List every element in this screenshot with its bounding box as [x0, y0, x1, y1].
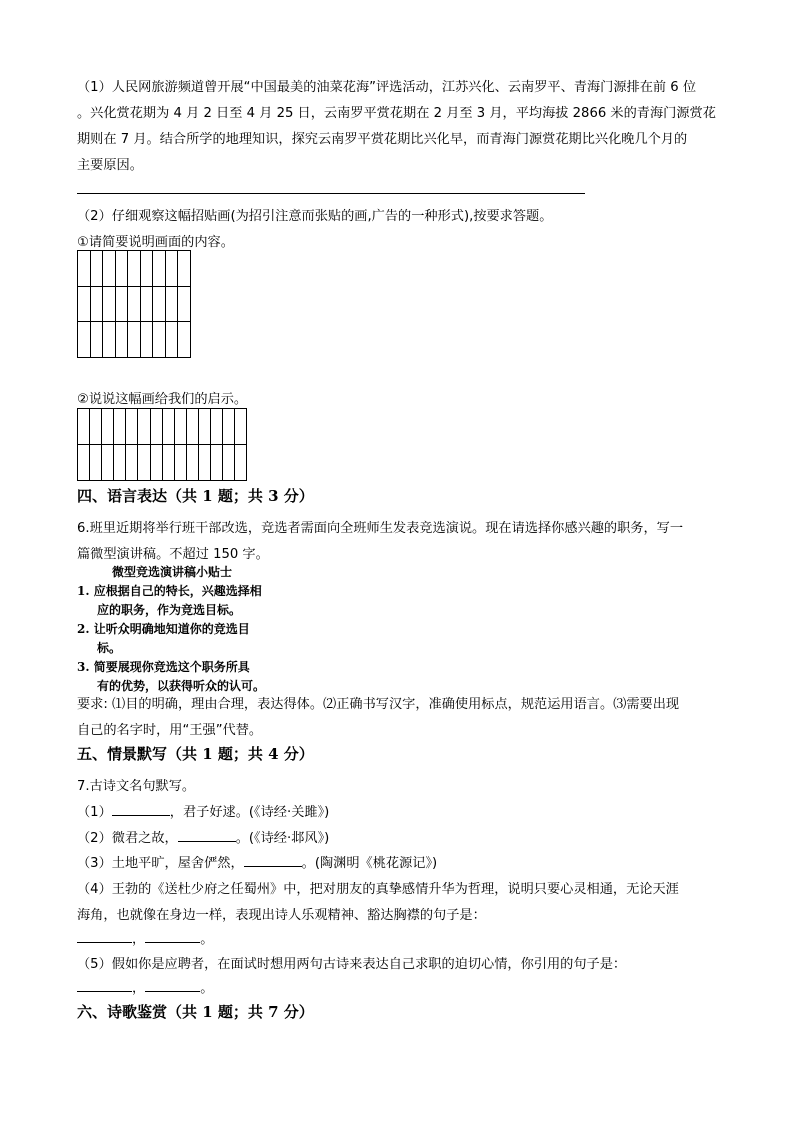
- grid-cell[interactable]: [102, 409, 114, 445]
- grid-cell[interactable]: [91, 322, 104, 358]
- grid-cell[interactable]: [151, 445, 163, 481]
- grid-cell[interactable]: [90, 409, 102, 445]
- grid-cell[interactable]: [166, 251, 179, 287]
- tip-line: 1. 应根据自己的特长，兴趣选择相: [77, 584, 262, 598]
- q7-item-4-line-1: （4）王勃的《送杜少府之任蜀州》中，把对朋友的真挚感情升华为哲理，说明只要心灵相通，无论天涯: [77, 882, 679, 897]
- q1-line-4: 主要原因。: [77, 158, 143, 173]
- grid-cell[interactable]: [163, 445, 175, 481]
- grid-cell[interactable]: [223, 445, 235, 481]
- tip-line: 2. 让听众明确地知道你的竞选目: [77, 622, 250, 636]
- grid-cell[interactable]: [78, 445, 90, 481]
- answer-grid-1[interactable]: [77, 250, 191, 358]
- grid-cell[interactable]: [116, 251, 129, 287]
- grid-cell[interactable]: [78, 287, 91, 323]
- q2-sub-1: ①请简要说明画面的内容。: [77, 235, 234, 250]
- grid-cell[interactable]: [78, 409, 90, 445]
- grid-cell[interactable]: [128, 322, 141, 358]
- grid-cell[interactable]: [178, 251, 191, 287]
- q7-item-4-line-2: 海角，也就像在身边一样，表现出诗人乐观精神、豁达胸襟的句子是：: [77, 908, 486, 923]
- q2-sub-2: ②说说这幅画给我们的启示。: [77, 392, 248, 407]
- grid-cell[interactable]: [126, 409, 138, 445]
- grid-cell[interactable]: [166, 287, 179, 323]
- grid-cell[interactable]: [78, 322, 91, 358]
- q6-line-2: 篇微型演讲稿。不超过 150 字。: [77, 547, 269, 562]
- q7-item-5-line-1: （5）假如你是应聘者，在面试时想用两句古诗来表达自己求职的迫切心情，你引用的句子是：: [77, 957, 627, 972]
- blank-field[interactable]: [77, 991, 132, 992]
- grid-cell[interactable]: [91, 287, 104, 323]
- tip-line: 有的优势，以获得听众的认可。: [97, 679, 266, 693]
- section-4-heading: 四、语言表达（共 1 题；共 3 分）: [77, 487, 314, 505]
- grid-cell[interactable]: [153, 322, 166, 358]
- grid-cell[interactable]: [103, 322, 116, 358]
- q7-item-2: （2）微君之故， 。(《诗经·邶风》): [77, 831, 330, 846]
- grid-cell[interactable]: [141, 251, 154, 287]
- grid-cell[interactable]: [102, 445, 114, 481]
- q6-line-1: 6.班里近期将举行班干部改选，竞选者需面向全班师生发表竞选演说。现在请选择你感兴趣的职务，写一: [77, 521, 684, 536]
- q1-line-1: （1）人民网旅游频道曾开展“中国最美的油菜花海”评选活动，江苏兴化、云南罗平、青海门源排在前 6 位: [77, 80, 697, 95]
- grid-cell[interactable]: [103, 287, 116, 323]
- tips-box: [77, 563, 265, 696]
- grid-cell[interactable]: [163, 409, 175, 445]
- q7-item-3: （3）土地平旷，屋舍俨然， 。(陶渊明《桃花源记》): [77, 856, 438, 871]
- grid-cell[interactable]: [114, 409, 126, 445]
- answer-grid-2[interactable]: [77, 408, 247, 481]
- grid-cell[interactable]: [153, 287, 166, 323]
- q7-item-1: （1） ，君子好逑。(《诗经·关雎》): [77, 805, 330, 820]
- grid-cell[interactable]: [199, 445, 211, 481]
- q7-title: 7.古诗文名句默写。: [77, 779, 196, 794]
- q1-line-2: 。兴化赏花期为 4 月 2 日至 4 月 25 日，云南罗平赏花期在 2 月至 3 月，平均海拔 2866 米的青海门源赏花: [77, 106, 716, 121]
- grid-cell[interactable]: [151, 409, 163, 445]
- grid-cell[interactable]: [211, 409, 223, 445]
- grid-cell[interactable]: [166, 322, 179, 358]
- blank-field[interactable]: [145, 942, 200, 943]
- grid-cell[interactable]: [90, 445, 102, 481]
- q7-item-4-answer: ， 。: [77, 928, 213, 947]
- grid-cell[interactable]: [187, 445, 199, 481]
- grid-cell[interactable]: [178, 287, 191, 323]
- blank-field[interactable]: [178, 841, 236, 842]
- grid-cell[interactable]: [187, 409, 199, 445]
- grid-cell[interactable]: [91, 251, 104, 287]
- requirements-line-2: 自己的名字时，用“王强”代替。: [77, 723, 263, 738]
- grid-cell[interactable]: [138, 445, 150, 481]
- grid-cell[interactable]: [103, 251, 116, 287]
- tip-line: 3. 简要展现你竞选这个职务所具: [77, 660, 250, 674]
- grid-cell[interactable]: [78, 251, 91, 287]
- tips-title: 微型竞选演讲稿小贴士: [112, 565, 233, 579]
- section-5-heading: 五、情景默写（共 1 题；共 4 分）: [77, 745, 314, 763]
- grid-cell[interactable]: [199, 409, 211, 445]
- grid-cell[interactable]: [235, 445, 247, 481]
- q7-item-5-answer: ， 。: [77, 977, 213, 996]
- grid-cell[interactable]: [178, 322, 191, 358]
- grid-cell[interactable]: [141, 287, 154, 323]
- grid-cell[interactable]: [175, 409, 187, 445]
- blank-field[interactable]: [77, 942, 132, 943]
- answer-line[interactable]: [77, 193, 585, 194]
- grid-cell[interactable]: [211, 445, 223, 481]
- blank-field[interactable]: [244, 866, 302, 867]
- grid-cell[interactable]: [114, 445, 126, 481]
- grid-cell[interactable]: [138, 409, 150, 445]
- grid-cell[interactable]: [128, 287, 141, 323]
- tip-line: 应的职务，作为竞选目标。: [97, 603, 242, 617]
- grid-cell[interactable]: [128, 251, 141, 287]
- grid-cell[interactable]: [126, 445, 138, 481]
- requirements-line-1: 要求: ⑴目的明确，理由合理，表达得体。⑵正确书写汉字，准确使用标点，规范运用语言。⑶需要出现: [77, 697, 680, 712]
- q1-line-3: 期则在 7 月。结合所学的地理知识，探究云南罗平赏花期比兴化早，而青海门源赏花期比兴化晚几个月的: [77, 132, 688, 147]
- grid-cell[interactable]: [153, 251, 166, 287]
- section-6-heading: 六、诗歌鉴赏（共 1 题；共 7 分）: [77, 1003, 314, 1021]
- grid-cell[interactable]: [116, 322, 129, 358]
- blank-field[interactable]: [145, 991, 200, 992]
- grid-cell[interactable]: [175, 445, 187, 481]
- grid-cell[interactable]: [235, 409, 247, 445]
- grid-cell[interactable]: [223, 409, 235, 445]
- q2-intro: （2）仔细观察这幅招贴画(为招引注意而张贴的画,广告的一种形式),按要求答题。: [77, 209, 553, 224]
- blank-field[interactable]: [112, 815, 170, 816]
- grid-cell[interactable]: [116, 287, 129, 323]
- grid-cell[interactable]: [141, 322, 154, 358]
- tip-line: 标。: [97, 641, 122, 655]
